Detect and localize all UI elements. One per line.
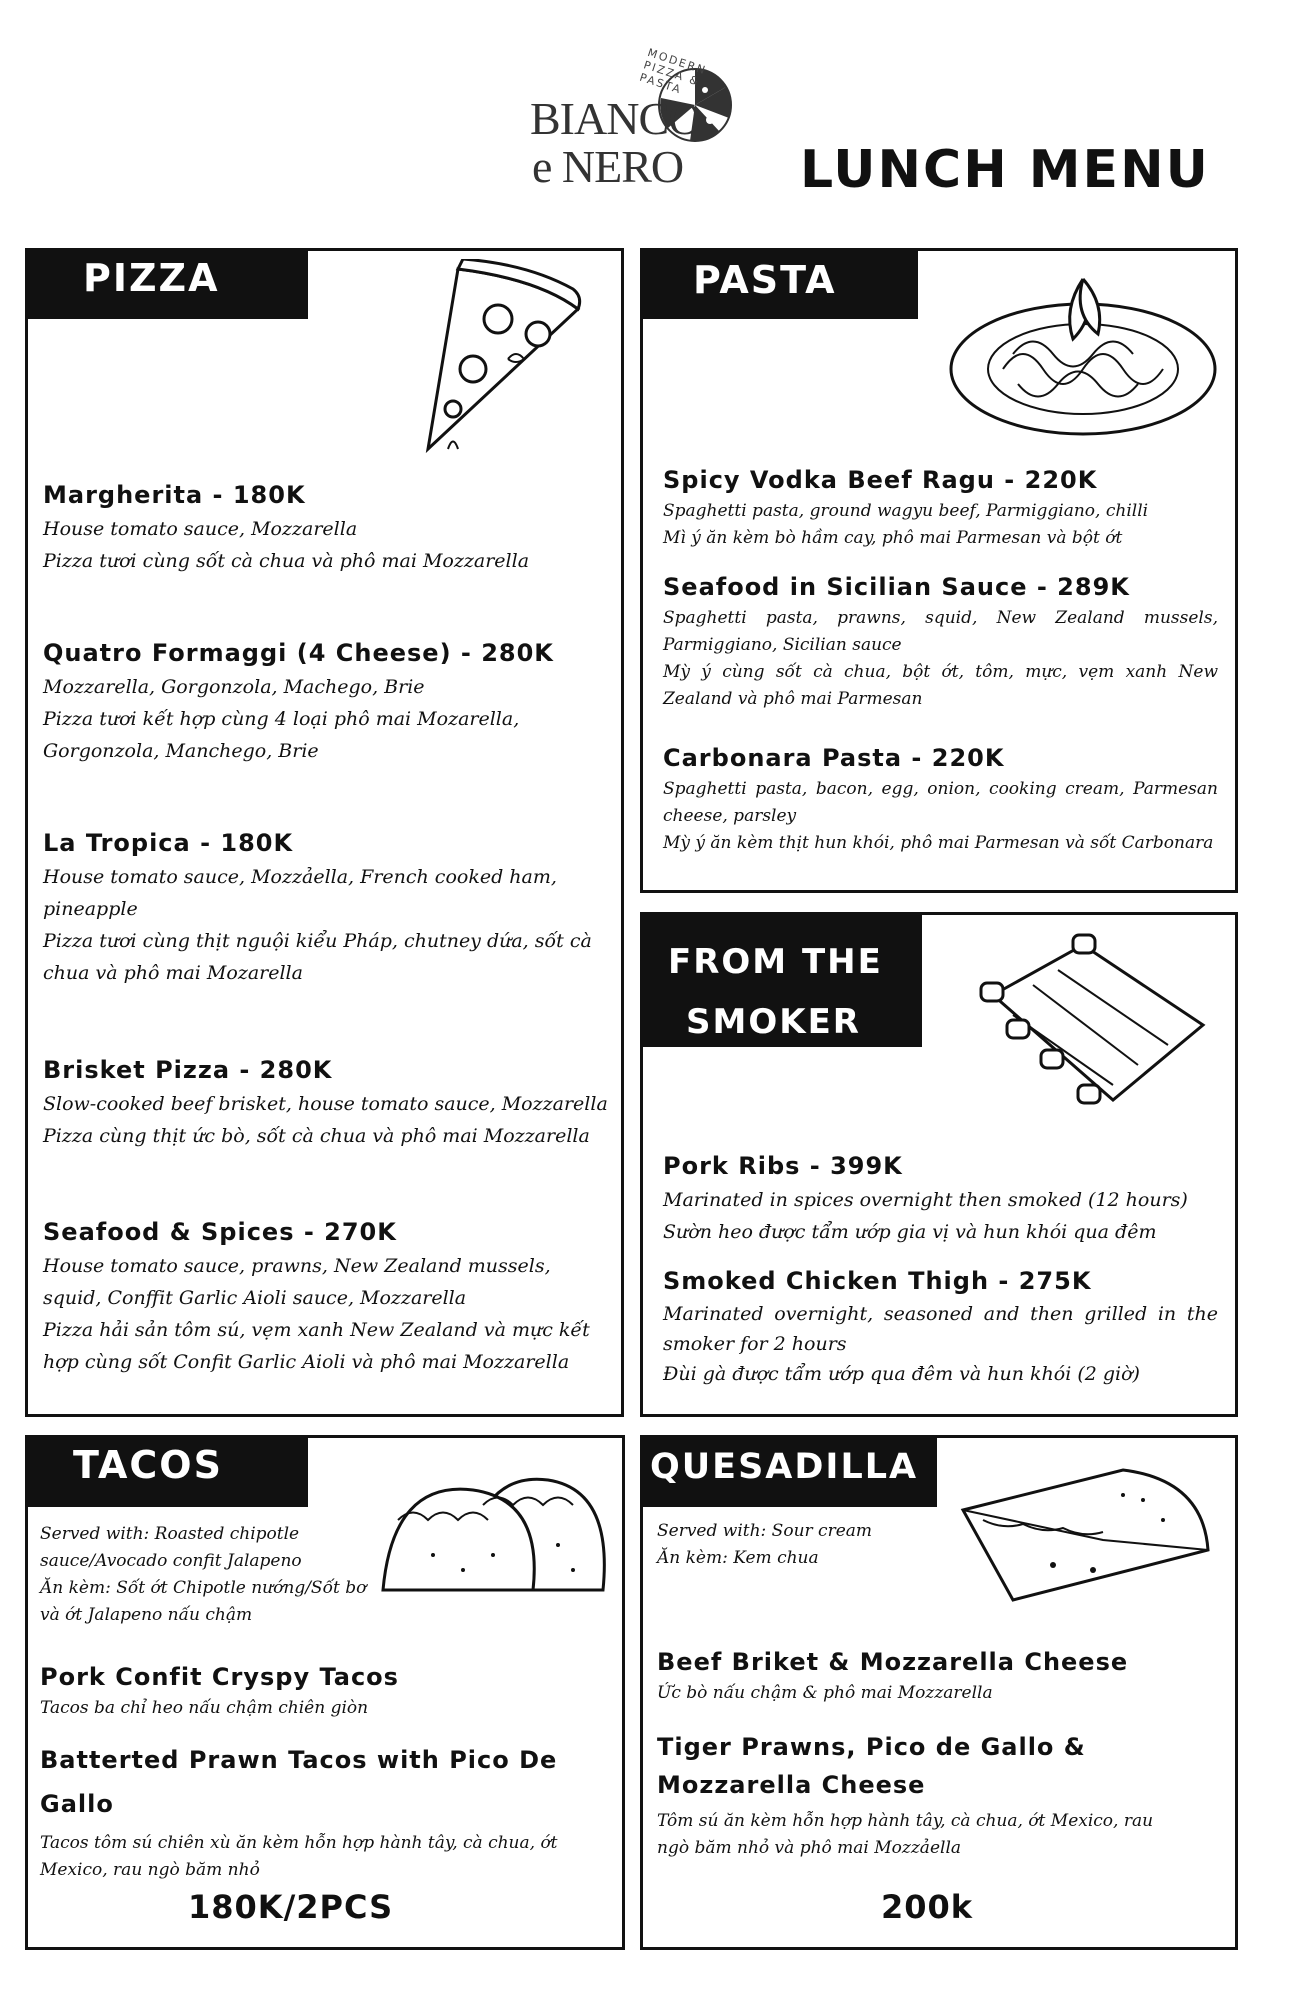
item-name: Seafood & Spices - 270K [43,1218,397,1246]
page-title: LUNCH MENU [800,140,1210,200]
served-with-vi: Ăn kèm: Kem chua [657,1548,819,1568]
tacos-served-with [40,1521,380,1629]
smoker-section [640,912,1238,1417]
item-name: Quatro Formaggi (4 Cheese) - 280K [43,639,554,667]
pizza-slice-icon [388,259,608,459]
quesadilla-heading: QUESADILLA [640,1435,937,1507]
brand-name-line1: BIANCO [530,93,701,144]
pasta-item-carbonara [663,744,1218,857]
served-with-en: Served with: Sour cream [657,1521,873,1541]
pizza-item-brisket [43,1056,608,1152]
tacos-icon [373,1460,618,1610]
item-desc-vi: Tacos tôm sú chiên xù ăn kèm hỗn hợp hành tây, cà chua, ớt Mexico, rau ngò băm nhỏ [40,1833,558,1880]
item-desc-vi: Mỳ ý ăn kèm thịt hun khói, phô mai Parmesan và sốt Carbonara [663,833,1214,853]
item-desc-en: Spaghetti pasta, prawns, squid, New Zealand mussels, Parmiggiano, Sicilian sauce [663,608,1218,655]
tacos-price: 180K/2PCS [188,1888,394,1926]
item-desc-en: House tomato sauce, Mozzarella [43,518,358,540]
smoker-heading-line2: SMOKER [686,1002,861,1042]
item-desc-en: Mozzarella, Gorgonzola, Machego, Brie [43,676,425,698]
item-name: Smoked Chicken Thigh - 275K [663,1267,1092,1295]
item-name: Tiger Prawns, Pico de Gallo & Mozzarella Cheese [657,1733,1086,1799]
item-name: Batterted Prawn Tacos with Pico De Gallo [40,1746,558,1818]
item-desc-en: House tomato sauce, Mozzảella, French cooked ham, pineapple [43,866,557,920]
pizza-heading: PIZZA [25,248,308,319]
item-desc-vi: Ức bò nấu chậm & phô mai Mozzarella [657,1683,993,1703]
item-name: La Tropica - 180K [43,829,294,857]
item-desc-en: Marinated in spices overnight then smoked (12 hours) [663,1189,1188,1211]
pasta-item-seafood-sicilian [663,573,1218,713]
ribs-icon [963,925,1223,1125]
tacos-item-prawn [40,1738,580,1884]
item-desc-vi: Đùi gà được tẩm ướp qua đêm và hun khói (2 giờ) [663,1363,1140,1385]
item-name: Pork Confit Cryspy Tacos [40,1663,399,1691]
item-name: Brisket Pizza - 280K [43,1056,333,1084]
tacos-heading: TACOS [25,1435,308,1507]
item-desc-vi: Pizza tươi cùng thịt nguội kiểu Pháp, chutney dứa, sốt cà chua và phô mai Mozarella [43,930,592,984]
pizza-section [25,248,624,1417]
item-desc-vi: Tôm sú ăn kèm hỗn hợp hành tây, cà chua, ớt Mexico, rau ngò băm nhỏ và phô mai Mozzảella [657,1811,1154,1858]
item-desc-en: Marinated overnight, seasoned and then grilled in the smoker for 2 hours [663,1303,1218,1355]
pasta-plate-icon [943,259,1223,439]
tacos-item-pork-confit [40,1663,600,1722]
quesadilla-item-beef [657,1648,1217,1707]
served-with-vi: Ăn kèm: Sốt ớt Chipotle nướng/Sốt bơ và ớt Jalapeno nấu chậm [40,1578,367,1625]
item-name: Spicy Vodka Beef Ragu - 220K [663,466,1098,494]
brand-logo [520,40,750,190]
smoker-heading [640,912,922,1047]
pasta-heading: PASTA [640,248,918,319]
item-desc-en: House tomato sauce, prawns, New Zealand mussels, squid, Conffit Garlic Aioli sauce, Mozzarella [43,1255,551,1309]
item-name: Carbonara Pasta - 220K [663,744,1005,772]
item-desc-vi: Mỳ ý cùng sốt cà chua, bột ớt, tôm, mực, vẹm xanh New Zealand và phô mai Parmesan [663,662,1218,709]
served-with-en: Served with: Roasted chipotle sauce/Avocado confit Jalapeno [40,1524,302,1571]
brand-tagline: MODERN PIZZA & PASTA [637,46,709,97]
item-name: Beef Briket & Mozzarella Cheese [657,1648,1129,1676]
quesadilla-served-with [657,1518,957,1572]
item-name: Margherita - 180K [43,481,306,509]
item-desc-en: Spaghetti pasta, bacon, egg, onion, cooking cream, Parmesan cheese, parsley [663,779,1218,826]
item-name: Pork Ribs - 399K [663,1152,903,1180]
smoker-item-pork-ribs [663,1152,1218,1248]
item-desc-vi: Mì ý ăn kèm bò hầm cay, phô mai Parmesan và bột ớt [663,528,1123,548]
item-desc-vi: Sườn heo được tẩm ướp gia vị và hun khói qua đêm [663,1221,1157,1243]
quesadilla-item-prawns [657,1728,1177,1862]
quesadilla-section [640,1435,1238,1950]
pizza-item-quatro-formaggi [43,639,608,767]
quesadilla-icon [953,1450,1213,1610]
quesadilla-price: 200k [881,1888,974,1926]
pizza-item-la-tropica [43,829,608,989]
smoker-item-chicken-thigh [663,1267,1218,1389]
item-desc-vi: Pizza cùng thịt ức bò, sốt cà chua và phô mai Mozzarella [43,1125,590,1147]
pizza-item-margherita [43,481,608,577]
item-desc-vi: Pizza tươi kết hợp cùng 4 loại phô mai Mozarella, Gorgonzola, Manchego, Brie [43,708,520,762]
pizza-item-seafood-spices [43,1218,608,1378]
item-desc-vi: Tacos ba chỉ heo nấu chậm chiên giòn [40,1698,369,1718]
smoker-heading-line1: FROM THE [668,942,883,982]
tacos-section [25,1435,625,1950]
item-desc-vi: Pizza tươi cùng sốt cà chua và phô mai Mozzarella [43,550,530,572]
item-desc-en: Spaghetti pasta, ground wagyu beef, Parmiggiano, chilli [663,501,1149,521]
brand-name-line2: e NERO [532,141,684,192]
pasta-section [640,248,1238,893]
pasta-item-vodka-ragu [663,466,1218,552]
item-desc-vi: Pizza hải sản tôm sú, vẹm xanh New Zealand và mực kết hợp cùng sốt Confit Garlic Aioli và phô mai Mozzarella [43,1319,590,1373]
item-desc-en: Slow-cooked beef brisket, house tomato sauce, Mozzarella [43,1093,608,1115]
item-name: Seafood in Sicilian Sauce - 289K [663,573,1130,601]
